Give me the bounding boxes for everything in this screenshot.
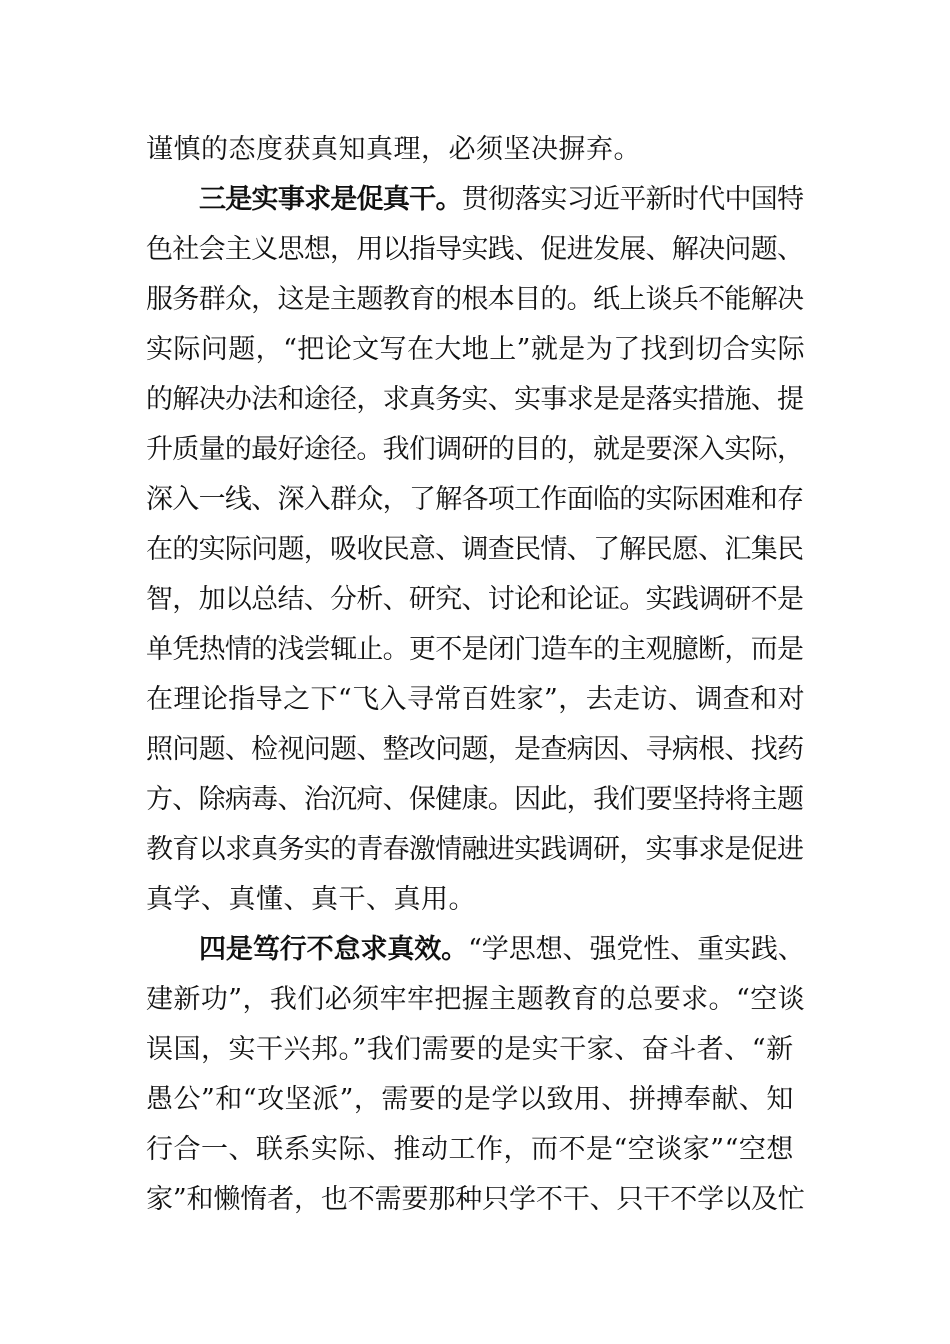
text-line: 教育以求真务实的青春激情融进实践调研，实事求是促进 xyxy=(146,834,804,865)
text-line: 色社会主义思想，用以指导实践、促进发展、解决问题、 xyxy=(146,234,804,265)
text-line: 升质量的最好途径。我们调研的目的，就是要深入实际， xyxy=(146,434,804,465)
text-line: 建新功”，我们必须牢牢把握主题教育的总要求。“空谈 xyxy=(146,984,806,1015)
paragraph-three-heading: 三是实事求是促真干。 xyxy=(199,184,462,215)
text-line: 的解决办法和途径，求真务实、实事求是是落实措施、提 xyxy=(146,384,804,415)
text-line: 行合一、联系实际、推动工作，而不是“空谈家”“空想 xyxy=(146,1134,794,1165)
text-line: 智，加以总结、分析、研究、讨论和论证。实践调研不是 xyxy=(146,584,804,615)
paragraph-four-heading: 四是笃行不怠求真效。 xyxy=(199,934,469,965)
text-line: 家”和懒惰者，也不需要那种只学不干、只干不学以及忙 xyxy=(146,1184,805,1215)
text-line: 服务群众，这是主题教育的根本目的。纸上谈兵不能解决 xyxy=(146,284,804,315)
text-line: 实际问题，“把论文写在大地上”就是为了找到切合实际 xyxy=(146,334,806,365)
text-line: 真学、真懂、真干、真用。 xyxy=(146,884,476,915)
paragraph-three-first-line: 三是实事求是促真干。贯彻落实习近平新时代中国特 xyxy=(199,184,804,215)
text-line: 谨慎的态度获真知真理，必须坚决摒弃。 xyxy=(146,134,641,165)
text-line: 方、除病毒、治沉疴、保健康。因此，我们要坚持将主题 xyxy=(146,784,804,815)
text-line: 愚公”和“攻坚派”，需要的是学以致用、拼搏奉献、知 xyxy=(146,1084,794,1115)
text-line: 深入一线、深入群众，了解各项工作面临的实际困难和存 xyxy=(146,484,804,515)
text-line: 单凭热情的浅尝辄止。更不是闭门造车的主观臆断，而是 xyxy=(146,634,804,665)
text-line: 误国，实干兴邦。”我们需要的是实干家、奋斗者、“新 xyxy=(146,1034,794,1065)
paragraph-four-first-line: 四是笃行不怠求真效。“学思想、强党性、重实践、 xyxy=(199,934,805,965)
text-line: 在的实际问题，吸收民意、调查民情、了解民愿、汇集民 xyxy=(146,534,804,565)
text-line: 在理论指导之下“飞入寻常百姓家”，去走访、调查和对 xyxy=(146,684,806,715)
text-line: 照问题、检视问题、整改问题，是查病因、寻病根、找药 xyxy=(146,734,804,765)
